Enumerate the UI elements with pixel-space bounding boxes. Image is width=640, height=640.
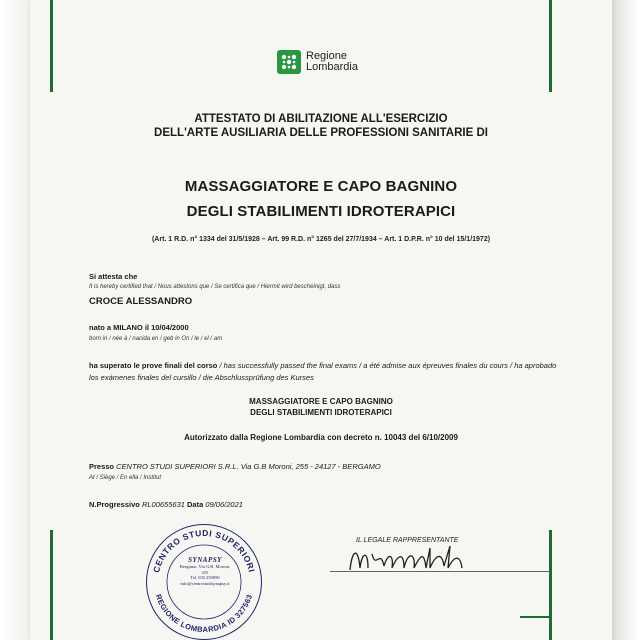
stamp-ring-top: CENTRO STUDI SUPERIORI	[150, 527, 257, 574]
presso-translation: At / Siège / En ella / Institut	[89, 475, 162, 481]
profession-line1: MASSAGGIATORE E CAPO BAGNINO	[184, 178, 458, 195]
page-left-margin	[0, 0, 30, 640]
handwritten-signature	[346, 540, 486, 576]
exam-translation-2: los exámenes finales del cursillo / die Abschlussprüfung des Kurses	[89, 373, 314, 382]
stamp-email: info@centrostudisynapsy.it	[180, 580, 230, 586]
birth-info: nato a MILANO il 10/04/2000	[89, 323, 189, 332]
progressivo-line	[89, 500, 243, 509]
stamp-ring-bottom: REGIONE LOMBARDIA ID 327563	[153, 592, 254, 634]
exam-label: ha superato le prove finali del corso	[89, 361, 218, 370]
progressivo-number: RL00655631	[141, 500, 185, 509]
presso-value: CENTRO STUDI SUPERIORI S.R.L. Via G.B Moroni, 255 - 24127 - BERGAMO	[116, 462, 381, 471]
holder-name: CROCE ALESSANDRO	[89, 296, 193, 307]
stamp-address: Bergamo, Via G.B. Moroni, 255	[179, 564, 231, 575]
certificate-title-line2: DELL'ARTE AUSILIARIA DELLE PROFESSIONI SANITARIE DI	[154, 127, 488, 139]
data-label: Data	[187, 500, 204, 509]
frame-bottom-left-vertical	[50, 530, 53, 640]
frame-bottom-right-vertical	[549, 530, 552, 640]
attest-label: Si attesta che	[89, 272, 138, 281]
issue-date: 09/06/2021	[205, 500, 243, 509]
regione-lombardia-logo	[277, 50, 358, 74]
course-line1: MASSAGGIATORE E CAPO BAGNINO	[249, 397, 393, 406]
logo-line1: Regione	[306, 50, 347, 62]
presso-line	[89, 462, 381, 471]
stamp-phone: Tel. 035.259090	[190, 575, 220, 580]
authorization-text: Autorizzato dalla Regione Lombardia con decreto n. 10043 del 6/10/2009	[184, 433, 458, 442]
progressivo-label: N.Progressivo	[89, 500, 140, 509]
presso-label: Presso	[89, 462, 115, 471]
stamp-center	[178, 556, 232, 616]
frame-top-right-vertical	[549, 0, 552, 92]
stamp-brand: SYNAPSY	[188, 556, 222, 564]
profession-line2: DEGLI STABILIMENTI IDROTERAPICI	[186, 203, 456, 220]
attest-translation: It is hereby certified that / Nous attestons que / Se certifica que / Hiermit wird bescheinigt, dass	[89, 284, 341, 290]
signature-label: IL LEGALE RAPPRESENTANTE	[356, 537, 459, 544]
course-line2: DEGLI STABILIMENTI IDROTERAPICI	[250, 408, 392, 417]
birth-translation: born in / née à / nacida en / geb in On / le / el / am	[89, 336, 223, 342]
exam-statement	[89, 361, 556, 370]
lombardy-rose-icon	[277, 50, 301, 74]
logo-line2: Lombardia	[306, 61, 358, 73]
page-right-shadow	[610, 0, 640, 640]
frame-top-left-vertical	[50, 0, 53, 92]
certificate-sheet	[30, 0, 612, 640]
law-reference: (Art. 1 R.D. n° 1334 del 31/5/1928 – Art. 99 R.D. n° 1265 del 27/7/1934 – Art. 1 D.P.R. n° 10 del 15/1/1972)	[151, 236, 491, 243]
exam-translation-1: / has successfully passed the final exams / a été admise aux épreuves finales du cours / ha aprobado	[217, 361, 557, 370]
certificate-title-line1: ATTESTATO DI ABILITAZIONE ALL'ESERCIZIO	[194, 113, 448, 125]
frame-bottom-right-horizontal	[520, 616, 552, 618]
